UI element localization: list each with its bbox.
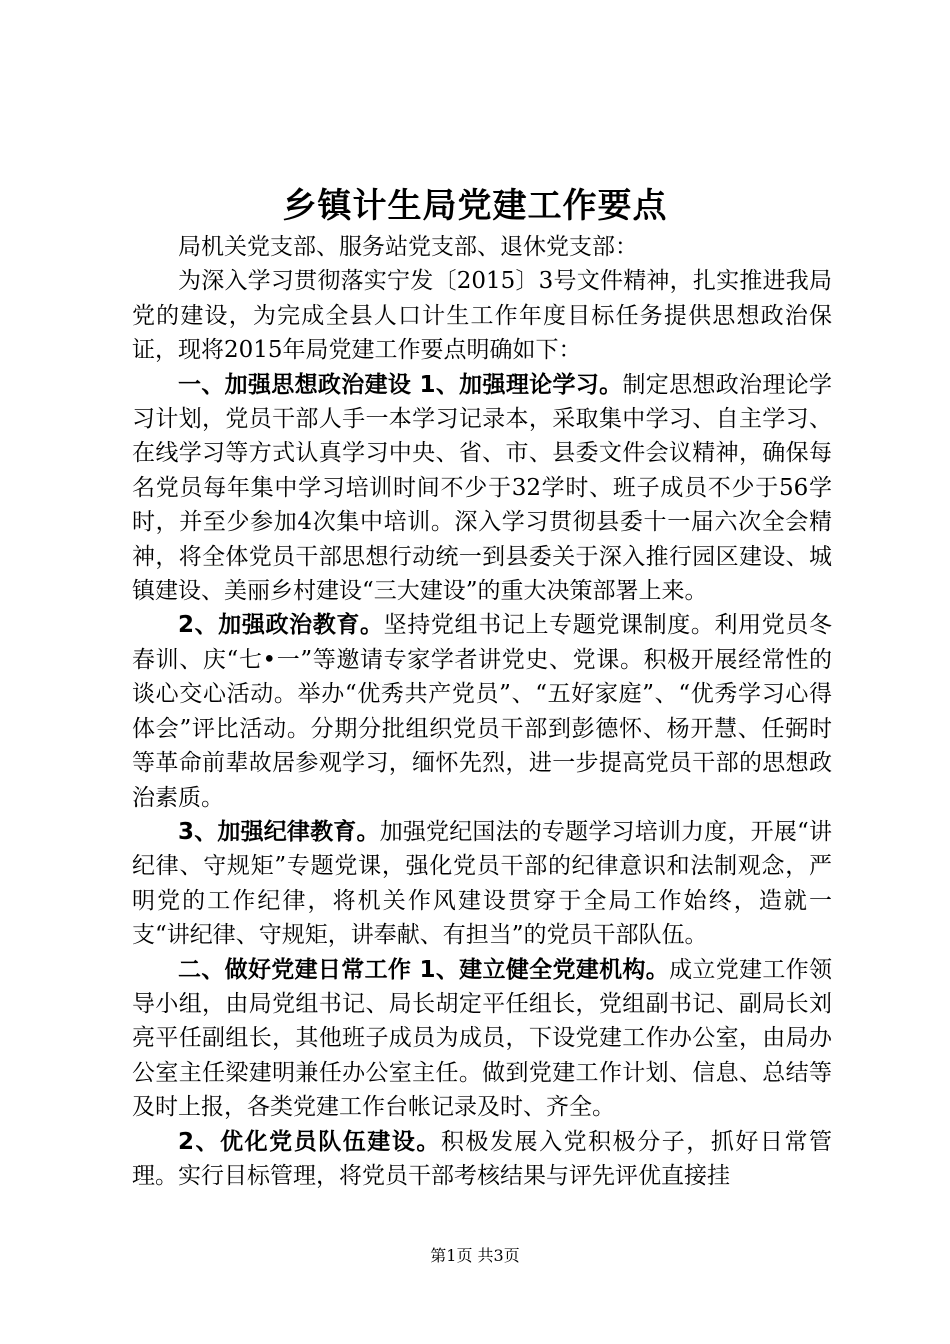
paragraph-heading: 2、优化党员队伍建设。 xyxy=(178,1128,441,1155)
paragraph-text: 制定思想政治理论学习计划，党员干部人手一本学习记录本，采取集中学习、自主学习、在线学习等方式认真学习中央、省、市、县委文件会议精神，确保每名党员每年集中学习培训时间不少于32学时、班子成员不少于56学时，并至少参加4次集中培训。深入学习贯彻县委十一届六次全会精神，将全体党员干部思想行动统一到县委关于深入推行园区建设、城镇建设、美丽乡村建设“三大建设”的重大决策部署上来。 xyxy=(132,371,833,605)
paragraph-text: 为深入学习贯彻落实宁发〔2015〕3号文件精神，扎实推进我局党的建设，为完成全县人口计生工作年度目标任务提供思想政治保证，现将2015年局党建工作要点明确如下： xyxy=(132,268,832,364)
paragraph-text: 坚持党组书记上专题党课制度。利用党员冬春训、庆“七•一”等邀请专家学者讲党史、党课。积极开展经常性的谈心交心活动。举办“优秀共产党员”、“五好家庭”、“优秀学习心得体会”评比活动。分期分批组织党员干部到彭德怀、杨开慧、任弼时等革命前辈故居参观学习，缅怀先烈，进一步提高党员干部的思想政治素质。 xyxy=(132,612,832,811)
paragraph-political-education xyxy=(132,608,832,814)
paragraph-heading: 2、加强政治教育。 xyxy=(178,612,384,639)
paragraph-theory-study xyxy=(132,368,832,609)
paragraph-heading: 二、做好党建日常工作 1、建立健全党建机构。 xyxy=(178,956,670,983)
salutation: 局机关党支部、服务站党支部、退休党支部： xyxy=(178,234,638,260)
paragraph-heading: 一、加强思想政治建设 1、加强理论学习。 xyxy=(178,371,623,398)
paragraph-discipline-education xyxy=(132,815,832,953)
paragraph-text: 积极发展入党积极分子，抓好日常管理。实行目标管理，将党员干部考核结果与评先评优直接挂 xyxy=(132,1128,832,1189)
paragraph-heading: 3、加强纪律教育。 xyxy=(178,818,380,845)
paragraph-text: 成立党建工作领导小组，由局党组书记、局长胡定平任组长，党组副书记、副局长刘亮平任副组长，其他班子成员为成员，下设党建工作办公室，由局办公室主任梁建明兼任办公室主任。做到党建工作计划、信息、总结等及时上报，各类党建工作台帐记录及时、齐全。 xyxy=(132,956,833,1121)
page-footer: 第1页 共3页 xyxy=(430,1246,520,1265)
paragraph-party-organization xyxy=(132,953,832,1125)
paragraph-member-team xyxy=(132,1125,832,1194)
paragraph-intro xyxy=(132,264,832,367)
paragraph-text: 加强党纪国法的专题学习培训力度，开展“讲纪律、守规矩”专题党课，强化党员干部的纪律意识和法制观念，严明党的工作纪律，将机关作风建设贯穿于全局工作始终，造就一支“讲纪律、守规矩，讲奉献、有担当”的党员干部队伍。 xyxy=(132,818,832,949)
document-title: 乡镇计生局党建工作要点 xyxy=(282,186,668,226)
document-body xyxy=(132,230,832,1193)
